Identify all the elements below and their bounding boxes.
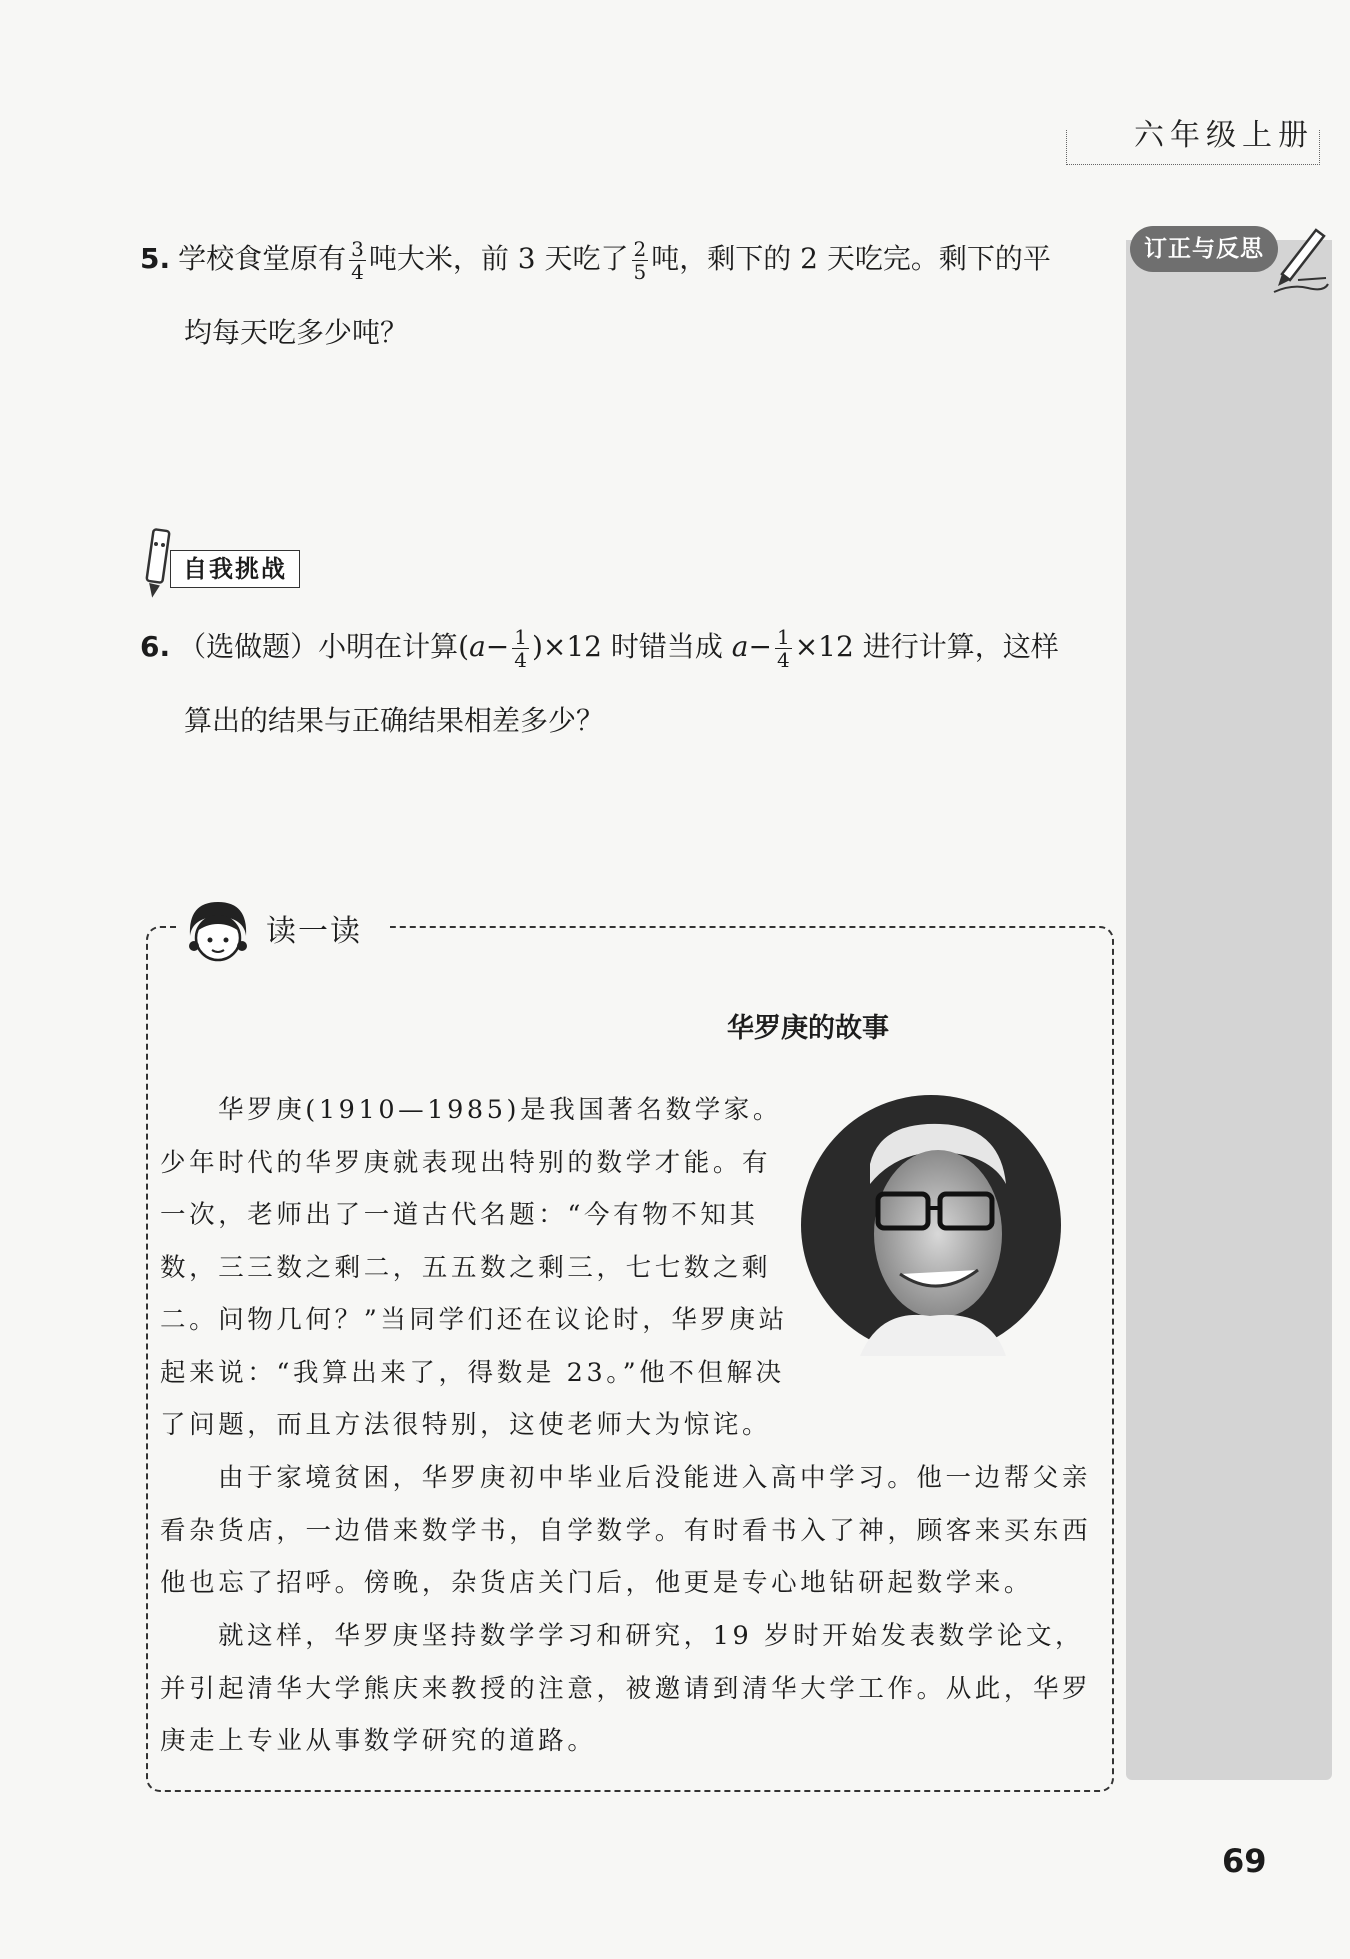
question-text: 吨大米，前 3 天吃了 bbox=[368, 242, 629, 275]
self-challenge-label: 自我挑战 bbox=[170, 550, 300, 588]
pen-icon bbox=[1268, 222, 1330, 298]
question-5 bbox=[140, 222, 1100, 370]
reading-label: 读一读 bbox=[266, 914, 362, 949]
minus-sign: − bbox=[748, 630, 772, 663]
question-6 bbox=[140, 610, 1100, 758]
story-title: 华罗庚的故事 bbox=[727, 1013, 889, 1044]
question-text-line2: 算出的结果与正确结果相差多少？ bbox=[184, 704, 605, 737]
question-text: ×12 进行计算，这样 bbox=[794, 630, 1059, 663]
question-text-line2: 均每天吃多少吨？ bbox=[184, 316, 409, 349]
variable-a: a bbox=[731, 630, 749, 663]
variable-a: a bbox=[469, 630, 486, 663]
story-paragraph-1: 华罗庚(1910—1985)是我国著名数学家。少年时代的华罗庚就表现出特别的数学才能。有一次，老师出了一道古代名题：“今有物不知其数，三三数之剩二，五五数之剩三，七七数之剩二。问物几何？”当同学们还在议论时，华罗庚站起来说：“我算出来了，得数是 23。”他不但解决了问题，而且方法很特别，这使老师大为惊诧。 bbox=[160, 1095, 788, 1440]
question-text: )×12 时错当成 bbox=[531, 630, 732, 663]
story-paragraph-3: 就这样，华罗庚坚持数学学习和研究，19 岁时开始发表数学论文，并引起清华大学熊庆来教授的注意，被邀请到清华大学工作。从此，华罗庚走上专业从事数学研究的道路。 bbox=[160, 1621, 1092, 1756]
fraction: $\frac{1}{4}$ bbox=[776, 625, 790, 672]
page-number: 69 bbox=[1222, 1842, 1267, 1880]
grade-label: 六年级上册 bbox=[1134, 118, 1314, 153]
minus-sign: − bbox=[485, 630, 510, 663]
portrait-image bbox=[800, 1094, 1062, 1356]
question-text: 学校食堂原有 bbox=[178, 242, 347, 275]
fraction: $\frac{2}{5}$ bbox=[633, 237, 647, 284]
story-paragraph-2: 由于家境贫困，华罗庚初中毕业后没能进入高中学习。他一边帮父亲看杂货店，一边借来数学书，自学数学。有时看书入了神，顾客来买东西他也忘了招呼。傍晚，杂货店关门后，他更是专心地钻研起数学来。 bbox=[160, 1463, 1092, 1598]
correction-reflection-tab: 订正与反思 bbox=[1130, 226, 1278, 272]
question-number: 5. bbox=[140, 242, 171, 275]
question-text: 吨，剩下的 2 天吃完。剩下的平 bbox=[651, 242, 1051, 275]
fraction: $\frac{3}{4}$ bbox=[351, 237, 364, 284]
girl-face-icon bbox=[182, 896, 254, 968]
fraction: $\frac{1}{4}$ bbox=[514, 625, 527, 672]
question-text: （选做题）小明在计算( bbox=[178, 630, 470, 663]
question-number: 6. bbox=[140, 630, 171, 663]
